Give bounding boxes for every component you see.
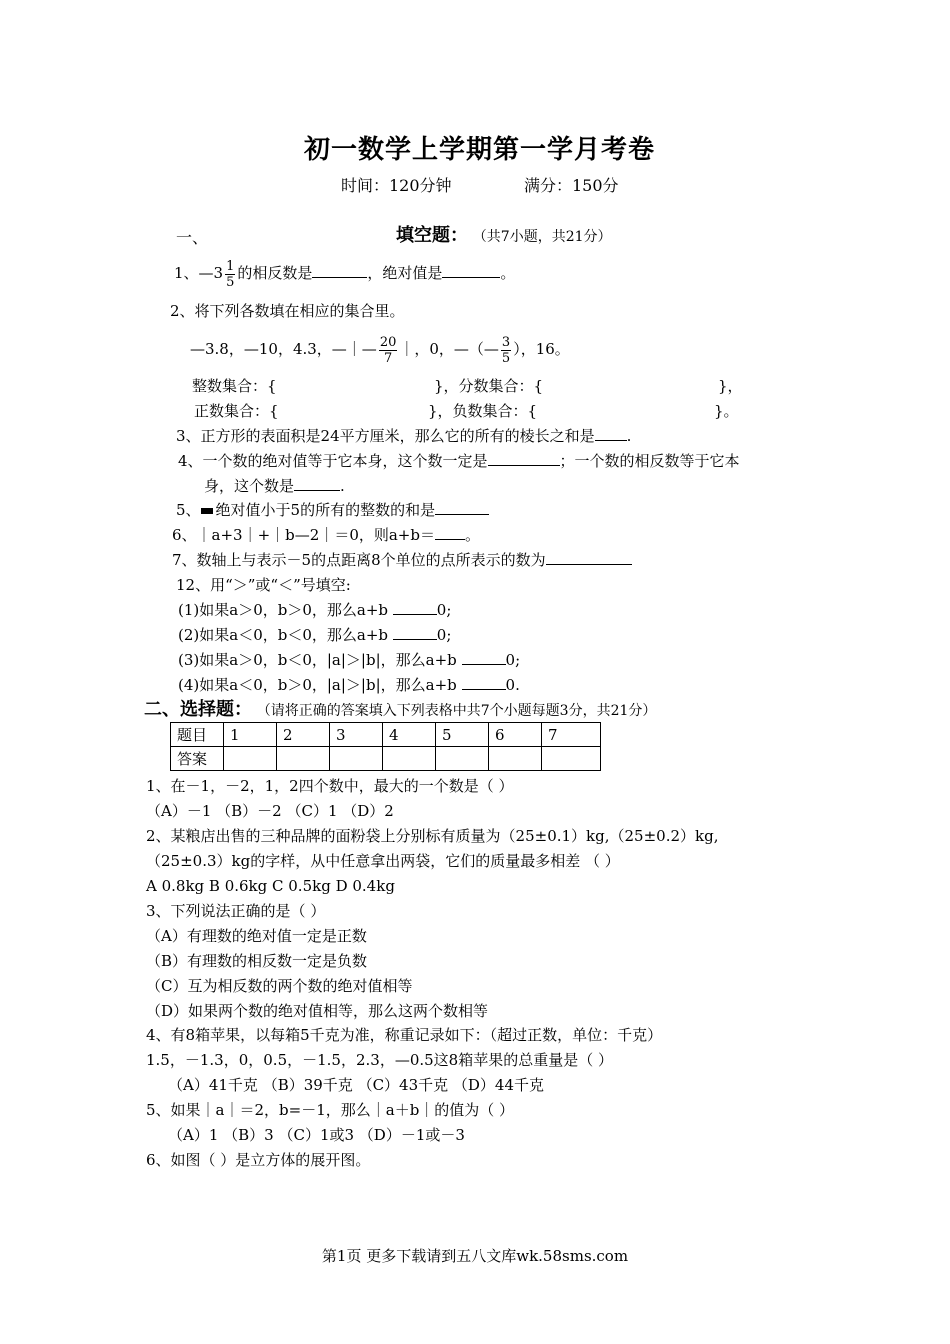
- choice-3: 3、下列说法正确的是（ ）: [146, 902, 326, 920]
- page-title: 初一数学上学期第一学月考卷: [304, 135, 656, 165]
- fraction-set-end: }，: [718, 377, 743, 395]
- section-1-note: （共7小题，共21分）: [472, 229, 612, 245]
- question-7: 7、数轴上与表示－5的点距离8个单位的点所表示的数为: [172, 550, 632, 570]
- choice-1-options: （A）－1 （B）－2 （C）1 （D）2: [146, 802, 394, 820]
- q7-blank[interactable]: [546, 564, 632, 565]
- choice-4-data: 1.5，－1.3，0，0.5，－1.5，2.3，—0.5这8箱苹果的总重量是（ ）: [146, 1051, 613, 1069]
- choice-1: 1、在－1，－2，1，2四个数中，最大的一个数是（ ）: [146, 777, 514, 795]
- choice-2-cont: （25±0.3）kg的字样，从中任意拿出两袋，它们的质量最多相差 （ ）: [146, 852, 620, 870]
- table-row: 题目 1 2 3 4 5 6 7: [171, 723, 601, 747]
- choice-2: 2、某粮店出售的三种品牌的面粉袋上分别标有质量为（25±0.1）kg,（25±0.2）kg,: [146, 827, 719, 845]
- black-mark-icon: [201, 508, 213, 514]
- choice-3-option-d: （D）如果两个数的绝对值相等，那么这两个数相等: [146, 1002, 489, 1020]
- choice-4-options: （A）41千克 （B）39千克 （C）43千克 （D）44千克: [168, 1076, 545, 1094]
- section-2-note: （请将正确的答案填入下列表格中共7个小题每题3分，共21分）: [256, 703, 657, 719]
- question-3: 3、正方形的表面积是24平方厘米，那么它的所有的棱长之和是 .: [176, 427, 632, 445]
- answer-table: [170, 722, 601, 771]
- page-footer: 第1页 更多下载请到五八文库wk.58sms.com: [321, 1247, 629, 1265]
- question-2: 2、将下列各数填在相应的集合里。: [170, 302, 405, 320]
- exam-full-score: 满分：150分: [524, 176, 619, 195]
- q12-blank-3[interactable]: [462, 664, 506, 665]
- positive-set-label: 正数集合：{: [194, 402, 279, 420]
- choice-6: 6、如图（ ）是立方体的展开图。: [146, 1151, 371, 1169]
- choice-3-option-b: （B）有理数的相反数一定是负数: [146, 952, 368, 970]
- q5-blank[interactable]: [435, 514, 489, 515]
- q3-blank[interactable]: [595, 440, 627, 441]
- q1-text-2: ，绝对值是: [367, 264, 443, 282]
- question-12: 12、用“＞”或“＜”号填空:: [176, 576, 351, 594]
- answer-cell[interactable]: [436, 747, 489, 771]
- q4-blank-2[interactable]: [294, 490, 340, 491]
- q1-end: 。: [500, 264, 516, 282]
- section-2-title: 二、选择题：: [144, 699, 252, 720]
- answer-cell[interactable]: [224, 747, 277, 771]
- q1-blank-1[interactable]: [312, 277, 367, 278]
- q12-blank-2[interactable]: [393, 639, 437, 640]
- table-row: 答案: [171, 747, 601, 771]
- q2-number-list: —3.8，—10，4.3，—｜— $\frac{20}{7}$ ｜，0，—（— $\frac{3}{5}$ ），16。: [190, 334, 570, 366]
- answer-cell[interactable]: [330, 747, 383, 771]
- fraction-set-label: }，分数集合：{: [434, 377, 544, 395]
- integer-set-label: 整数集合：{: [192, 377, 277, 395]
- answer-cell[interactable]: [383, 747, 436, 771]
- q12-blank-4[interactable]: [462, 689, 506, 690]
- q12-item-1: (1)如果a＞0，b＞0，那么a+b 0;: [178, 601, 452, 619]
- question-4-cont: 身，这个数是 .: [204, 477, 345, 495]
- section-1-title: 填空题：: [396, 225, 468, 246]
- q1-prefix: 1、—3: [174, 264, 224, 282]
- choice-4: 4、有8箱苹果，以每箱5千克为准，称重记录如下：（超过正数，单位：千克）: [146, 1026, 663, 1044]
- q1-blank-2[interactable]: [442, 277, 500, 278]
- choice-5: 5、如果｜a｜＝2，b=－1，那么｜a＋b｜的值为（ ）: [146, 1101, 515, 1119]
- answer-cell[interactable]: [489, 747, 542, 771]
- section-1-number: 一、: [176, 228, 209, 247]
- q12-item-2: (2)如果a＜0，b＜0，那么a+b 0;: [178, 626, 452, 644]
- choice-5-options: （A）1 （B）3 （C）1或3 （D）－1或－3: [168, 1126, 465, 1144]
- choice-3-option-a: （A）有理数的绝对值一定是正数: [146, 927, 367, 945]
- section-2-heading: [144, 700, 656, 721]
- choice-2-options: A 0.8kg B 0.6kg C 0.5kg D 0.4kg: [146, 877, 395, 895]
- answer-cell[interactable]: [542, 747, 601, 771]
- question-4: 4、一个数的绝对值等于它本身，这个数一定是 ；一个数的相反数等于它本: [178, 452, 740, 470]
- q1-fraction: $\frac{1}{5}$: [226, 258, 235, 290]
- choice-3-option-c: （C）互为相反数的两个数的绝对值相等: [146, 977, 413, 995]
- q6-blank[interactable]: [435, 539, 465, 540]
- answer-cell[interactable]: [277, 747, 330, 771]
- q4-blank-1[interactable]: [488, 465, 560, 466]
- question-1: [174, 256, 515, 290]
- exam-time: 时间：120分钟: [341, 176, 452, 195]
- q1-text: 的相反数是: [237, 264, 313, 282]
- question-6: 6、｜a+3｜+｜b—2｜＝0，则a+b＝ 。: [172, 526, 480, 544]
- q12-blank-1[interactable]: [393, 614, 437, 615]
- section-1-heading: [396, 226, 612, 247]
- question-5: 5、 绝对值小于5的所有的整数的和是: [176, 500, 489, 520]
- q12-item-4: (4)如果a＜0，b＞0，|a|＞|b|，那么a+b 0.: [178, 676, 520, 694]
- negative-set-end: }。: [714, 402, 739, 420]
- q12-item-3: (3)如果a＞0，b＜0，|a|＞|b|，那么a+b 0;: [178, 651, 521, 669]
- negative-set-label: }，负数集合：{: [428, 402, 538, 420]
